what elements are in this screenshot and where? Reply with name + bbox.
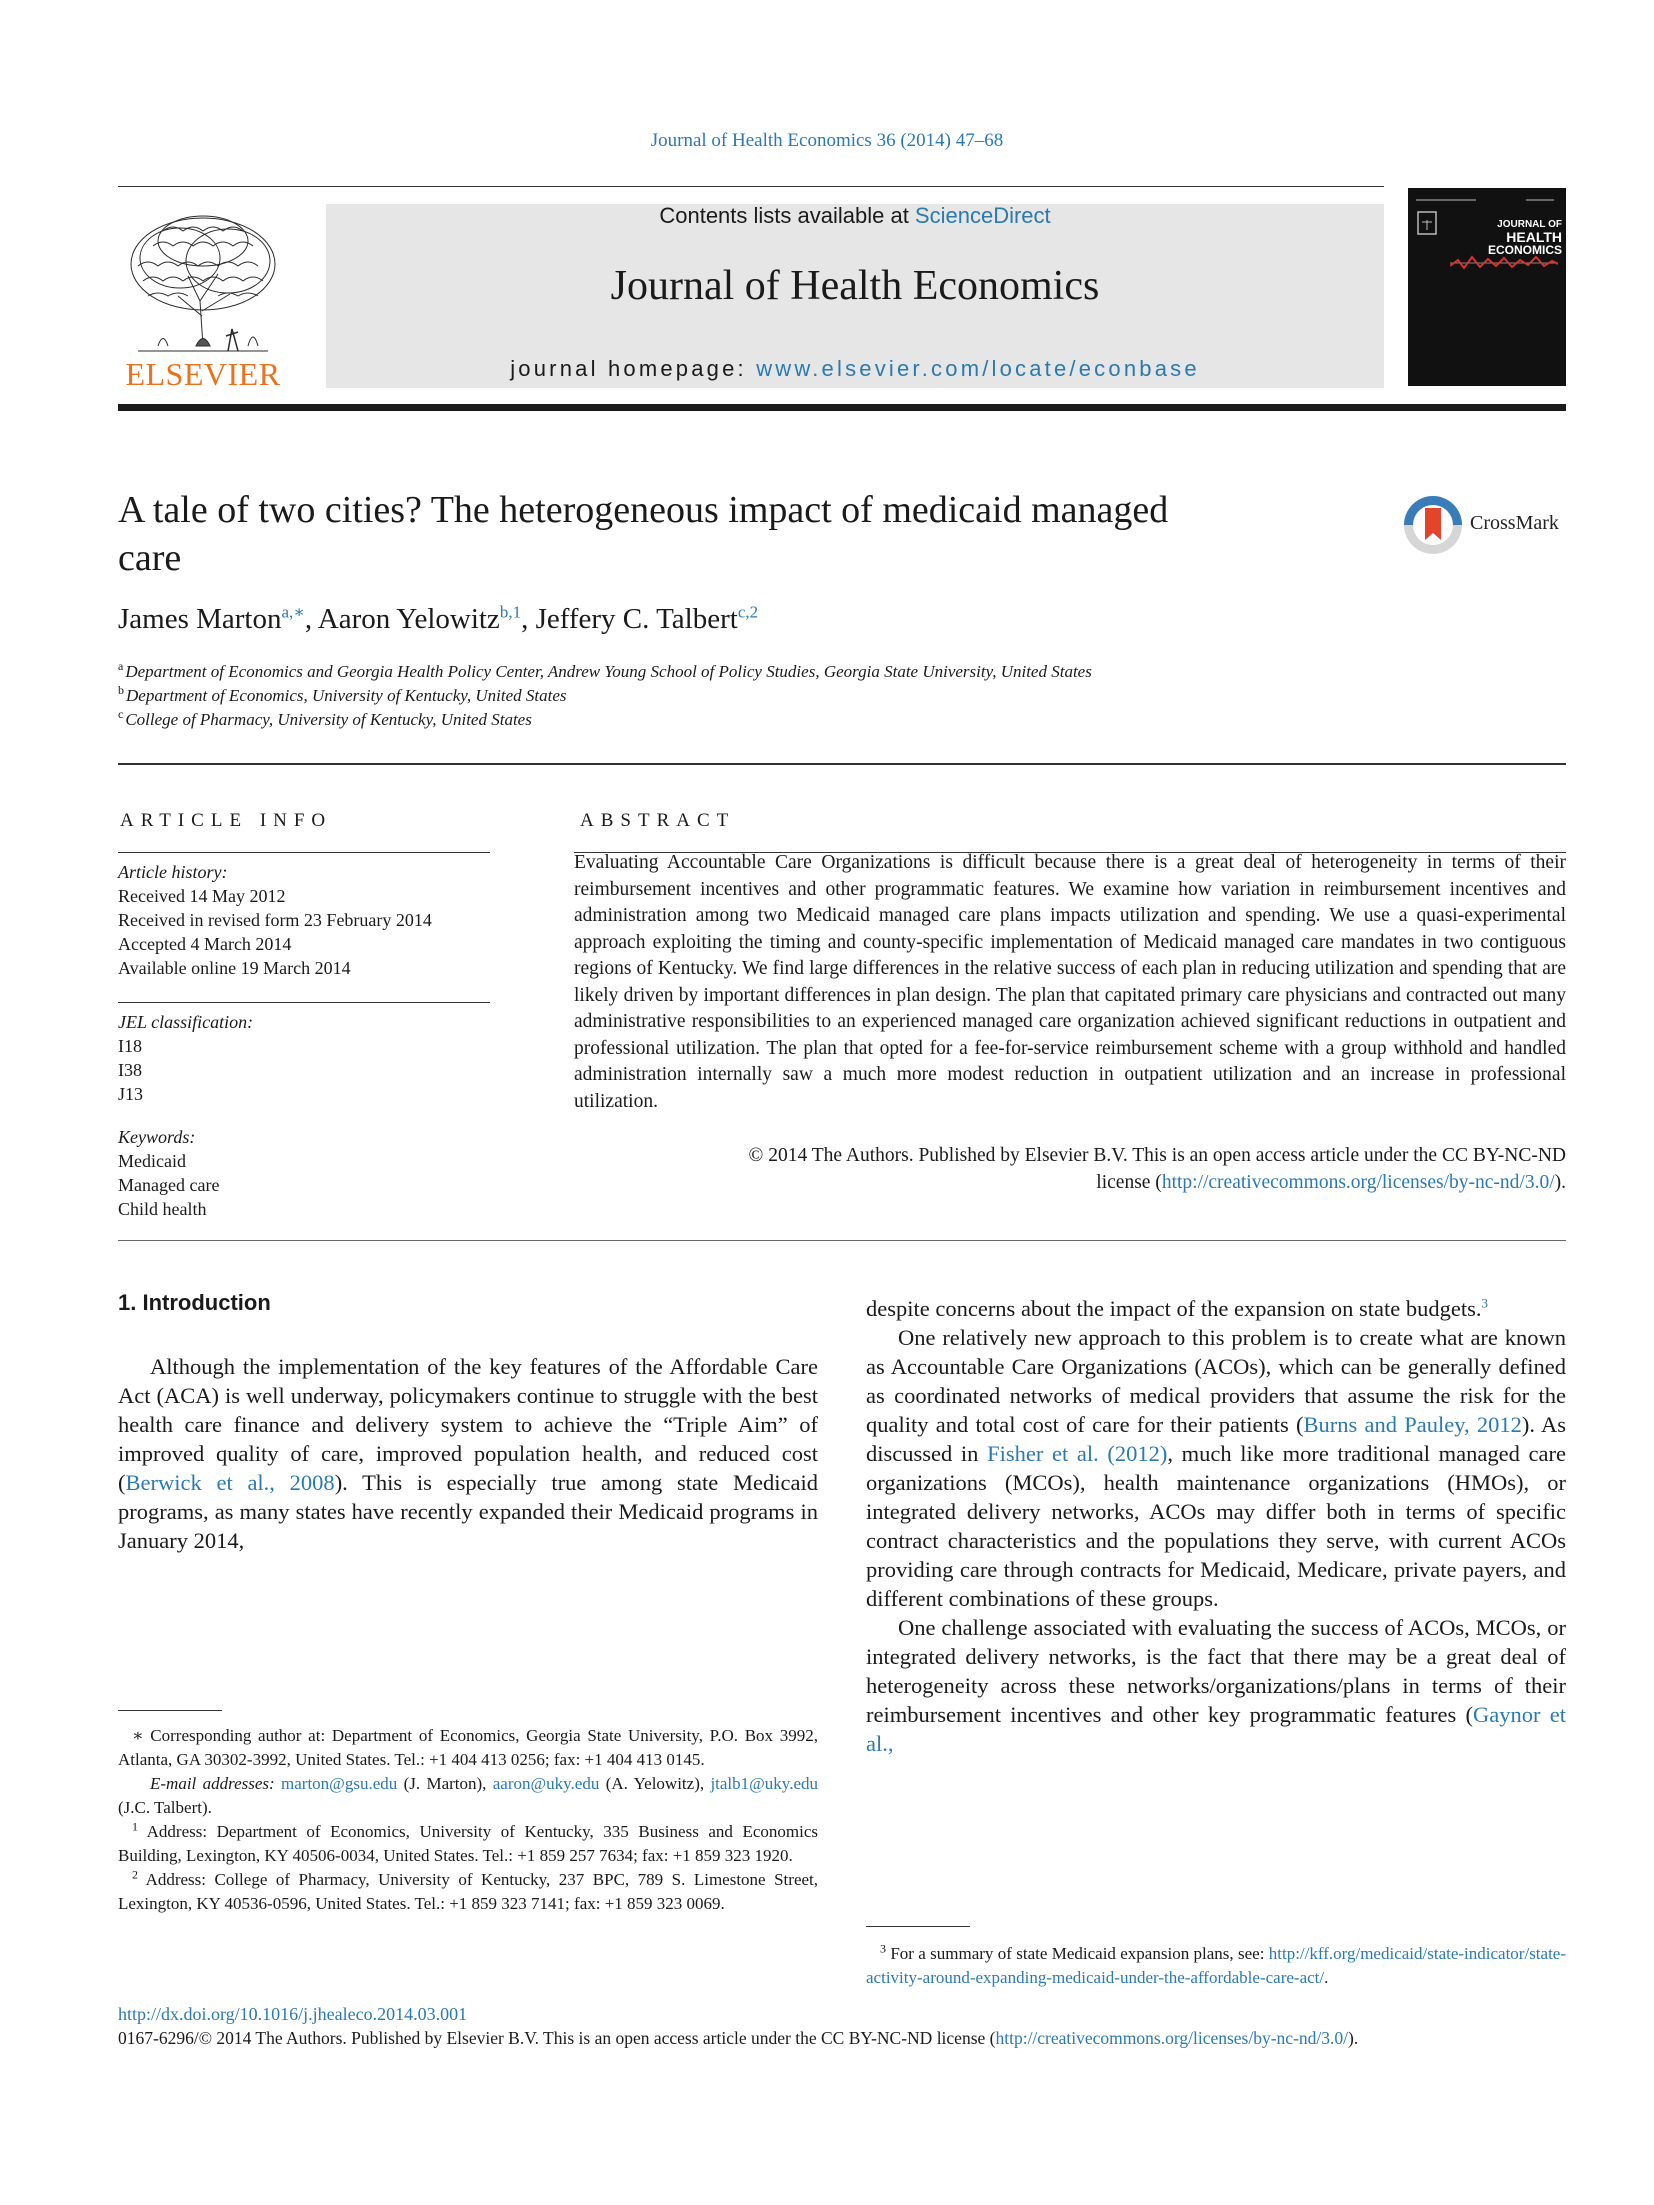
license-suffix: ).	[1348, 2028, 1359, 2048]
journal-homepage	[326, 356, 1384, 382]
paragraph-text: ). This is especially true among state Medicaid programs, as many states have recently expanded their Medicaid programs in January 2014,	[118, 1470, 818, 1553]
journal-name: Journal of Health Economics	[610, 263, 1100, 309]
paragraph-text: despite concerns about the impact of the expansion on state budgets.	[866, 1296, 1482, 1321]
article-info-heading: ARTICLE INFO	[120, 810, 333, 831]
citation-link[interactable]: Fisher et al. (2012)	[987, 1441, 1168, 1466]
citation-link[interactable]: Gaynor et al.,	[866, 1702, 1566, 1756]
article-history-label: Article history:	[118, 862, 228, 882]
email-link[interactable]: marton@gsu.edu	[281, 1774, 398, 1793]
email-owner: (J.C. Talbert).	[118, 1798, 212, 1817]
footnotes-left	[118, 1724, 818, 1916]
author-name[interactable]: James Marton	[118, 603, 282, 635]
kff-link[interactable]: http://kff.org/medicaid/state-indicator/state-activity-around-expanding-medicaid-under-the-affordable-care-act/	[866, 1944, 1567, 1987]
jel-code: I38	[118, 1060, 142, 1080]
issn-license-line	[118, 2028, 1566, 2049]
keywords	[118, 1125, 490, 1221]
affiliation-item	[118, 708, 1418, 732]
footnote-right	[866, 1942, 1566, 1990]
footnote-text: Address: Department of Economics, University of Kentucky, 335 Business and Economics Building, Lexington, KY 40506-0034, United States. Tel.: +1 859 257 7634; fax: +1 859 323 1920.	[118, 1822, 818, 1865]
intro-paragraph	[118, 1352, 818, 1555]
author-affil-mark[interactable]: c,2	[737, 602, 759, 622]
footnote-ref[interactable]: 3	[1481, 1295, 1488, 1311]
affiliation-item	[118, 660, 1418, 684]
author-name[interactable]: Jeffery C. Talbert	[535, 603, 738, 635]
cover-title-line-2: HEALTH	[1506, 229, 1562, 245]
cc-license-link[interactable]: http://creativecommons.org/licenses/by-nc-nd/3.0/	[995, 2028, 1348, 2048]
affiliation-mark: c	[118, 707, 124, 722]
citation-link[interactable]: Berwick et al., 2008	[125, 1470, 335, 1495]
keyword: Child health	[118, 1199, 207, 1219]
abstract-copyright	[574, 1143, 1566, 1196]
corresponding-mark: ∗	[132, 1726, 144, 1745]
crossmark-button[interactable]	[1402, 492, 1570, 556]
elsevier-wordmark: ELSEVIER	[125, 356, 281, 392]
article-title: A tale of two cities? The heterogeneous impact of medicaid managed care	[118, 489, 1169, 579]
crossmark-icon	[1402, 494, 1464, 556]
copyright-line: © 2014 The Authors. Published by Elsevier B.V. This is an open access article under the CC BY-NC-ND	[748, 1145, 1566, 1166]
footnote-mark: 3	[880, 1941, 886, 1956]
divider	[118, 1240, 1566, 1241]
affiliation-item	[118, 684, 1418, 708]
corresponding-author-note: Corresponding author at: Department of Economics, Georgia State University, P.O. Box 3992, Atlanta, GA 30302-3992, United States. Tel.: +1 404 413 0256; fax: +1 404 413 0145.	[118, 1726, 819, 1769]
jel-code: J13	[118, 1084, 144, 1104]
doi-link[interactable]: http://dx.doi.org/10.1016/j.jhealeco.2014.03.001	[118, 2004, 468, 2024]
cover-top-stripe-icon	[1416, 196, 1556, 204]
footnote-text: Address: College of Pharmacy, University of Kentucky, 237 BPC, 789 S. Limestone Street, Lexington, KY 40536-0596, United States. Tel.: +1 859 323 7141; fax: +1 859 323 0069.	[118, 1870, 819, 1913]
cover-elsevier-icon	[1416, 210, 1438, 236]
affiliation-text: Department of Economics and Georgia Health Policy Center, Andrew Young School of Policy Studies, Georgia State University, United States	[125, 662, 1092, 681]
cover-chart-icon	[1450, 252, 1558, 274]
history-item: Received in revised form 23 February 2014	[118, 910, 432, 930]
author-separator: ,	[304, 603, 318, 635]
intro-right-column	[866, 1294, 1566, 1758]
paragraph-text: One challenge associated with evaluating the success of ACOs, MCOs, or integrated delivery networks, is the fact that there may be a great deal of heterogeneity across these networks/organizations/plans in terms of their reimbursement incentives and other key programmatic features (	[866, 1615, 1566, 1727]
author-separator: ,	[521, 603, 536, 635]
cc-license-link[interactable]: http://creativecommons.org/licenses/by-nc-nd/3.0/	[1161, 1171, 1555, 1193]
divider	[118, 852, 490, 853]
homepage-link[interactable]: www.elsevier.com/locate/econbase	[756, 356, 1200, 381]
email-link[interactable]: jtalb1@uky.edu	[710, 1774, 818, 1793]
keyword: Managed care	[118, 1175, 220, 1195]
author-affil-mark[interactable]: a,∗	[281, 602, 305, 622]
jel-label: JEL classification:	[118, 1012, 254, 1032]
contents-line	[326, 203, 1384, 229]
cover-title-line-3: ECONOMICS	[1487, 243, 1562, 257]
footnote-rule	[118, 1710, 222, 1711]
keywords-label: Keywords:	[118, 1127, 196, 1147]
divider	[118, 763, 1566, 765]
author-name[interactable]: Aaron Yelowitz	[317, 603, 500, 635]
email-owner: (J. Marton),	[397, 1774, 493, 1793]
homepage-prefix: journal homepage:	[510, 356, 757, 381]
author-list	[118, 603, 1418, 636]
affiliation-text: College of Pharmacy, University of Kentucky, United States	[125, 710, 532, 729]
keyword: Medicaid	[118, 1151, 186, 1171]
header-bottom-rule	[118, 404, 1566, 411]
paragraph-text: Although the implementation of the key features of the Affordable Care Act (ACA) is well underway, policymakers continue to struggle with the best health care finance and delivery system to achieve the “Triple Aim” of improved quality of care, improved population health, and reduced cost (	[118, 1354, 818, 1495]
footnote-mark: 1	[132, 1819, 138, 1834]
affiliations	[118, 660, 1418, 732]
author-affil-mark[interactable]: b,1	[499, 602, 522, 622]
license-text: 0167-6296/© 2014 The Authors. Published by Elsevier B.V. This is an open access article under the CC BY-NC-ND license (	[118, 2028, 996, 2048]
email-link[interactable]: aaron@uky.edu	[492, 1774, 600, 1793]
copyright-license	[574, 1170, 1566, 1197]
history-item: Accepted 4 March 2014	[118, 934, 292, 954]
footnote-rule	[866, 1926, 970, 1927]
email-label: E-mail addresses:	[150, 1774, 282, 1793]
paragraph-text: One relatively new approach to this problem is to create what are known as Accountable Care Organizations (ACOs), which can be generally defined as coordinated networks of medical providers that assume the risk for the quality and total cost of care for their patients (	[866, 1325, 1566, 1437]
citation-link[interactable]: Burns and Pauley, 2012	[1303, 1412, 1522, 1437]
license-suffix: ).	[1554, 1171, 1566, 1193]
article-history	[118, 860, 490, 980]
history-item: Received 14 May 2012	[118, 886, 286, 906]
paragraph-text: ). As discussed in	[866, 1412, 1566, 1466]
footnote-mark: 2	[132, 1867, 138, 1882]
paragraph-text: , much like more traditional managed care organizations (MCOs), health maintenance organizations (HMOs), or integrated delivery networks, ACOs may differ both in terms of specific contract characteristics and the populations they serve, with current ACOs providing care through contracts for Medicaid, Medicare, private payers, and different combinations of these groups.	[866, 1441, 1566, 1611]
section-heading: 1. Introduction	[118, 1290, 271, 1315]
history-item: Available online 19 March 2014	[118, 958, 351, 978]
divider	[118, 1002, 490, 1003]
journal-citation[interactable]: Journal of Health Economics 36 (2014) 47–68	[650, 130, 1004, 151]
email-owner: (A. Yelowitz),	[599, 1774, 711, 1793]
sciencedirect-link[interactable]: ScienceDirect	[914, 203, 1051, 228]
affiliation-text: Department of Economics, University of Kentucky, United States	[126, 686, 567, 705]
license-prefix: license (	[1096, 1171, 1162, 1193]
jel-code: I18	[118, 1036, 142, 1056]
contents-prefix: Contents lists available at	[659, 203, 915, 228]
affiliation-mark: b	[118, 683, 124, 698]
affiliation-mark: a	[118, 659, 124, 674]
cover-title-line-1: JOURNAL OF	[1497, 219, 1562, 230]
header-top-rule	[118, 186, 1384, 187]
footnote-text: For a summary of state Medicaid expansion plans, see:	[890, 1944, 1269, 1963]
abstract-heading: ABSTRACT	[580, 810, 736, 831]
abstract-text: Evaluating Accountable Care Organizations is difficult because there is a great deal of heterogeneity in terms of their reimbursement incentives and other programmatic features. We examine how variation in reimbursement incentives and administration among two Medicaid managed care plans impacts utilization and spending. We use a quasi-experimental approach exploiting the timing and county-specific implementation of Medicaid managed care mandates in two contiguous regions of Kentucky. We find large differences in the relative success of each plan in reducing utilization and spending that are likely driven by important differences in plan design. The plan that capitated primary care physicians and contracted out many administrative responsibilities to an experienced managed care organization achieved significant reductions in outpatient and professional utilization. The plan that opted for a fee-for-service reimbursement scheme with a group withhold and handled administration internally saw a much more modest reduction in outpatient utilization and an increase in professional utilization.	[574, 852, 1566, 1112]
jel-classification	[118, 1010, 490, 1106]
crossmark-label: CrossMark	[1470, 512, 1559, 534]
footnote-end: .	[1324, 1968, 1329, 1987]
